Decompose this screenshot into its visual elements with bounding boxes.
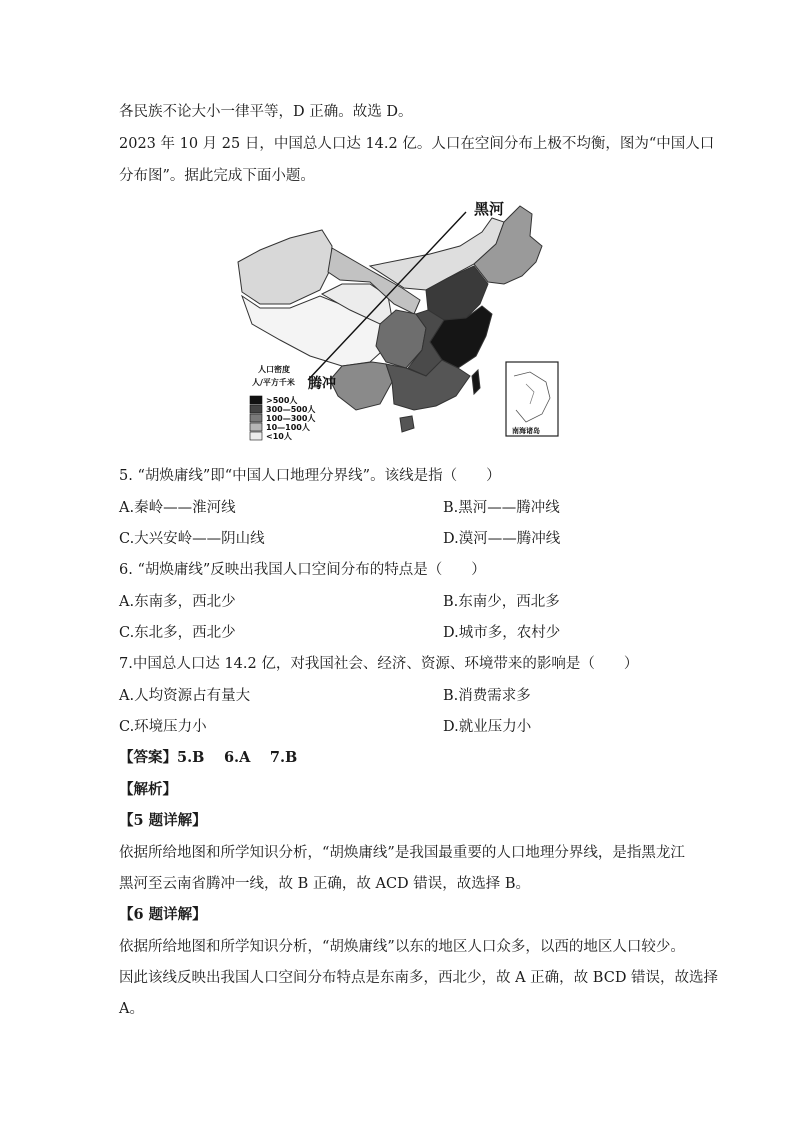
q5-option-c: C.大兴安岭——阴山线 (119, 531, 265, 547)
detail6-line-1: 依据所给地图和所学知识分析，“胡焕庸线”以东的地区人口众多，以西的地区人口较少。 (119, 939, 685, 955)
q7-option-b: B.消费需求多 (443, 688, 531, 704)
legend-title-1: 人口密度 (258, 365, 290, 374)
legend-label-1: 300—500人 (266, 405, 316, 414)
map-region-xinjiang (238, 230, 332, 304)
legend-label-4: <10人 (266, 432, 292, 441)
detail6-heading: 【6 题详解】 (119, 906, 207, 923)
map-region-yunnan (330, 362, 392, 410)
legend-label-2: 100—300人 (266, 414, 316, 423)
intro-line-2: 2023 年 10 月 25 日，中国总人口达 14.2 亿。人口在空间分布上极不均衡，图为“中国人口 (119, 136, 715, 152)
detail5-heading: 【5 题详解】 (119, 812, 207, 829)
q5-option-d: D.漠河——腾冲线 (443, 531, 561, 547)
q7-option-a: A.人均资源占有量大 (119, 688, 251, 704)
q5-option-a: A.秦岭——淮河线 (119, 500, 236, 516)
label-tengchong: 腾冲 (308, 376, 336, 392)
legend-label-0: >500人 (266, 396, 298, 405)
q7-option-d: D.就业压力小 (443, 719, 532, 735)
legend-label-3: 10—100人 (266, 423, 310, 432)
map-region-hainan (400, 416, 414, 432)
intro-line-3: 分布图”。据此完成下面小题。 (119, 168, 315, 184)
q6-option-a: A.东南多，西北少 (119, 594, 236, 610)
detail6-line-3: A。 (119, 1001, 144, 1017)
q6-option-b: B.东南少，西北多 (443, 594, 560, 610)
intro-line-1: 各民族不论大小一律平等，D 正确。故选 D。 (119, 104, 413, 120)
q6-option-c: C.东北多，西北少 (119, 625, 236, 641)
q6-option-d: D.城市多，农村少 (443, 625, 561, 641)
inset-label: 南海诸岛 (512, 427, 540, 435)
answer-line: 【答案】5.B 6.A 7.B (119, 749, 298, 766)
label-heihe: 黑河 (474, 200, 505, 218)
legend-title-2: 人/平方千米 (252, 378, 295, 387)
china-population-map (230, 200, 566, 442)
detail5-line-2: 黑河至云南省腾冲一线，故 B 正确，故 ACD 错误，故选择 B。 (119, 876, 531, 892)
analysis-heading: 【解析】 (119, 781, 177, 798)
map-region-taiwan (472, 370, 480, 394)
q7-option-c: C.环境压力小 (119, 719, 207, 735)
detail5-line-1: 依据所给地图和所学知识分析，“胡焕庸线”是我国最重要的人口地理分界线，是指黑龙江 (119, 845, 685, 861)
q6-stem: 6. “胡焕庸线”反映出我国人口空间分布的特点是（ ） (119, 562, 486, 578)
q7-stem: 7.中国总人口达 14.2 亿，对我国社会、经济、资源、环境带来的影响是（ ） (119, 656, 639, 672)
q5-option-b: B.黑河——腾冲线 (443, 500, 560, 516)
q5-stem: 5. “胡焕庸线”即“中国人口地理分界线”。该线是指（ ） (119, 468, 501, 484)
legend (250, 396, 262, 440)
detail6-line-2: 因此该线反映出我国人口空间分布特点是东南多，西北少，故 A 正确，故 BCD 错误，故选择 (119, 970, 719, 986)
